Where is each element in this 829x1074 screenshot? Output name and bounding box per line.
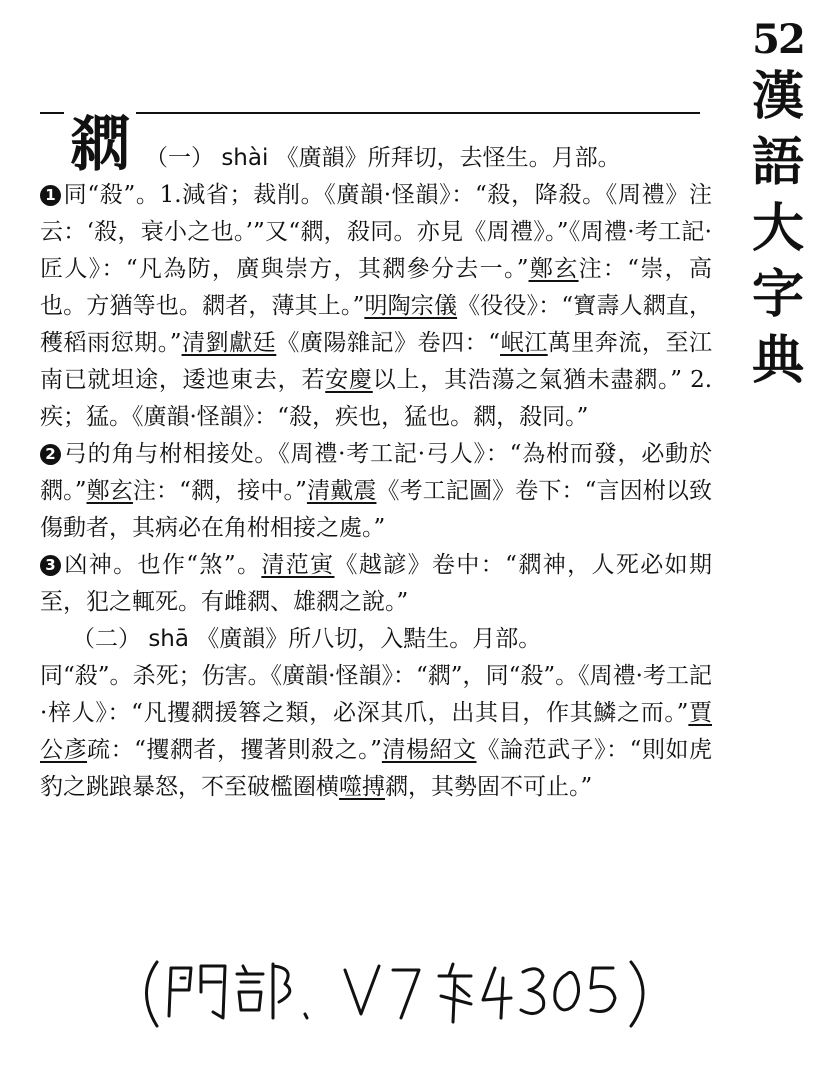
- pinyin: shài: [221, 145, 269, 171]
- place-name: 岷江: [500, 330, 548, 356]
- reading-label: （二）: [72, 626, 141, 652]
- sense-text: 注：“崇，高也。方猶等也。閷者，薄其上。”: [40, 256, 712, 319]
- sense-text: 《越諺》卷中：“閷神，人死必如期至，犯之輒死。有雌閷、雄閷之說。”: [40, 552, 712, 615]
- header-rule: [40, 112, 700, 114]
- book-title-chars: [742, 64, 814, 394]
- reading-source: 《廣韻》所拜切，去怪生。月部。: [275, 145, 621, 171]
- sense-2: [40, 436, 712, 547]
- entry-headword: 閷: [64, 110, 136, 180]
- author-name: 清劉獻廷: [181, 330, 277, 356]
- sense-text: 注：“閷，接中。”: [132, 478, 307, 504]
- sense-text: 《役役》：“寶壽人閷直，穫稻雨愆期。”: [40, 293, 712, 356]
- author-name: 清楊紹文: [381, 737, 477, 763]
- reading-source: 《廣韻》所八切，入黠生。月部。: [196, 626, 542, 652]
- sense-number-badge: 3: [40, 555, 61, 576]
- author-name: 清范寅: [261, 552, 335, 578]
- term: 噬搏: [339, 774, 385, 800]
- reading-two: [40, 621, 712, 658]
- handwritten-note-text: [135, 952, 655, 1032]
- sense-3: [40, 547, 712, 621]
- book-title-char: 字: [751, 264, 804, 325]
- sense-4: [40, 658, 712, 806]
- author-name: 賈公彥: [40, 700, 713, 763]
- sense-1: [40, 177, 712, 436]
- sense-text: 《廣陽雜記》卷四：“: [276, 330, 501, 356]
- book-title-char: 漢: [751, 66, 804, 127]
- author-name: 清戴震: [306, 478, 377, 504]
- sense-text: 《考工記圖》卷下：“言因柎以致傷動者，其病必在角柎相接之處。”: [40, 478, 713, 541]
- reading-label: （一）: [145, 145, 214, 171]
- place-name: 安慶: [325, 367, 373, 393]
- entry-body: [40, 140, 712, 806]
- book-title-char: 大: [751, 198, 804, 259]
- sense-text: 閷，其勢固不可止。”: [385, 774, 593, 800]
- sense-number-badge: 1: [40, 185, 61, 206]
- book-title-char: 語: [751, 132, 804, 193]
- pinyin: shā: [148, 626, 189, 652]
- sense-text: 同“殺”。杀死；伤害。《廣韻·怪韻》：“閷”，同“殺”。《周禮·考工記·梓人》：“凡攫閷援簭之類，必深其爪，出其目，作其鱗之而。”: [40, 663, 712, 726]
- reading-one: [40, 140, 712, 177]
- sense-text: 《論范武子》：“則如虎豹之跳踉暴怒，不至破檻圈横: [40, 737, 712, 800]
- sense-number-badge: 2: [40, 444, 61, 465]
- sense-text: 同“殺”。1.減省；裁削。《廣韻·怪韻》：“殺，降殺。《周禮》注云：‘殺，衰小之也。’”又“閷，殺同。亦見《周禮》。”《周禮·考工記·匠人》：“凡為防，廣與崇方，其閷參分去一。”: [40, 182, 712, 282]
- sense-text: 疏：“攫閷者，攫著則殺之。”: [87, 737, 382, 763]
- author-name: 明陶宗儀: [364, 293, 458, 319]
- sense-text: 凶神。也作“煞”。: [63, 552, 262, 578]
- sense-text: 弓的角与柎相接处。《周禮·考工記·弓人》：“為柎而發，必動於閷。”: [40, 441, 712, 504]
- author-name: 鄭玄: [86, 478, 133, 504]
- handwritten-note: [135, 952, 655, 1032]
- sense-text: 以上，其浩蕩之氣猶未盡閷。” 2.疾；猛。《廣韻·怪韻》：“殺，疾也，猛也。閷，殺同。”: [40, 367, 713, 430]
- page-number: 52: [752, 16, 804, 63]
- author-name: 鄭玄: [528, 256, 579, 282]
- sense-text: 萬里奔流，至江南已就坦途，逶迆東去，若: [40, 330, 713, 393]
- book-title-vertical: [742, 16, 814, 394]
- book-title-char: 典: [751, 330, 804, 391]
